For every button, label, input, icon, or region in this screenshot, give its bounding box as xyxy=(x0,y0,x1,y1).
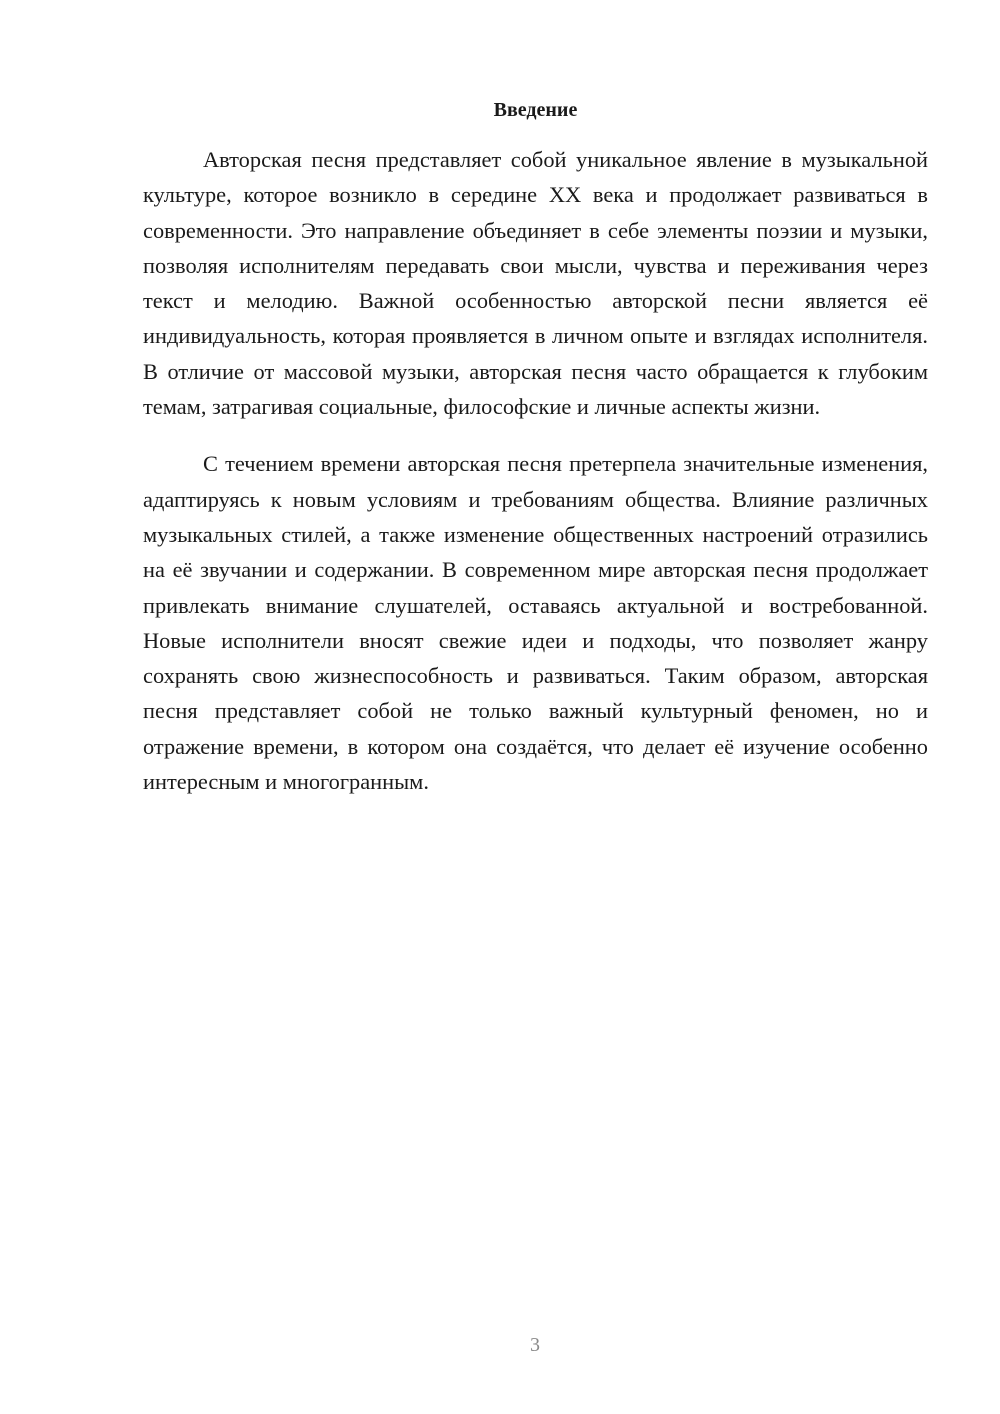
body-text xyxy=(143,142,928,799)
paragraph-1: Авторская песня представляет собой уникальное явление в музыкальной культуре, которое возникло в середине XX века и продолжает развиваться в современности. Это направление объединяет в себе элементы поэзии и музыки, позволяя исполнителям передавать свои мысли, чувства и переживания через текст и мелодию. Важной особенностью авторской песни является её индивидуальность, которая проявляется в личном опыте и взглядах исполнителя. В отличие от массовой музыки, авторская песня часто обращается к глубоким темам, затрагивая социальные, философские и личные аспекты жизни. xyxy=(143,147,928,420)
paragraph-2: С течением времени авторская песня претерпела значительные изменения, адаптируясь к новым условиям и требованиям общества. Влияние различных музыкальных стилей, а также изменение общественных настроений отразились на её звучании и содержании. В современном мире авторская песня продолжает привлекать внимание слушателей, оставаясь актуальной и востребованной. Новые исполнители вносят свежие идеи и подходы, что позволяет жанру сохранять свою жизнеспособность и развиваться. Таким образом, авторская песня представляет собой не только важный культурный феномен, но и отражение времени, в котором она создаётся, что делает её изучение особенно интересным и многогранным. xyxy=(143,451,928,795)
section-title: Введение xyxy=(493,99,578,121)
page-number: 3 xyxy=(530,1334,540,1356)
